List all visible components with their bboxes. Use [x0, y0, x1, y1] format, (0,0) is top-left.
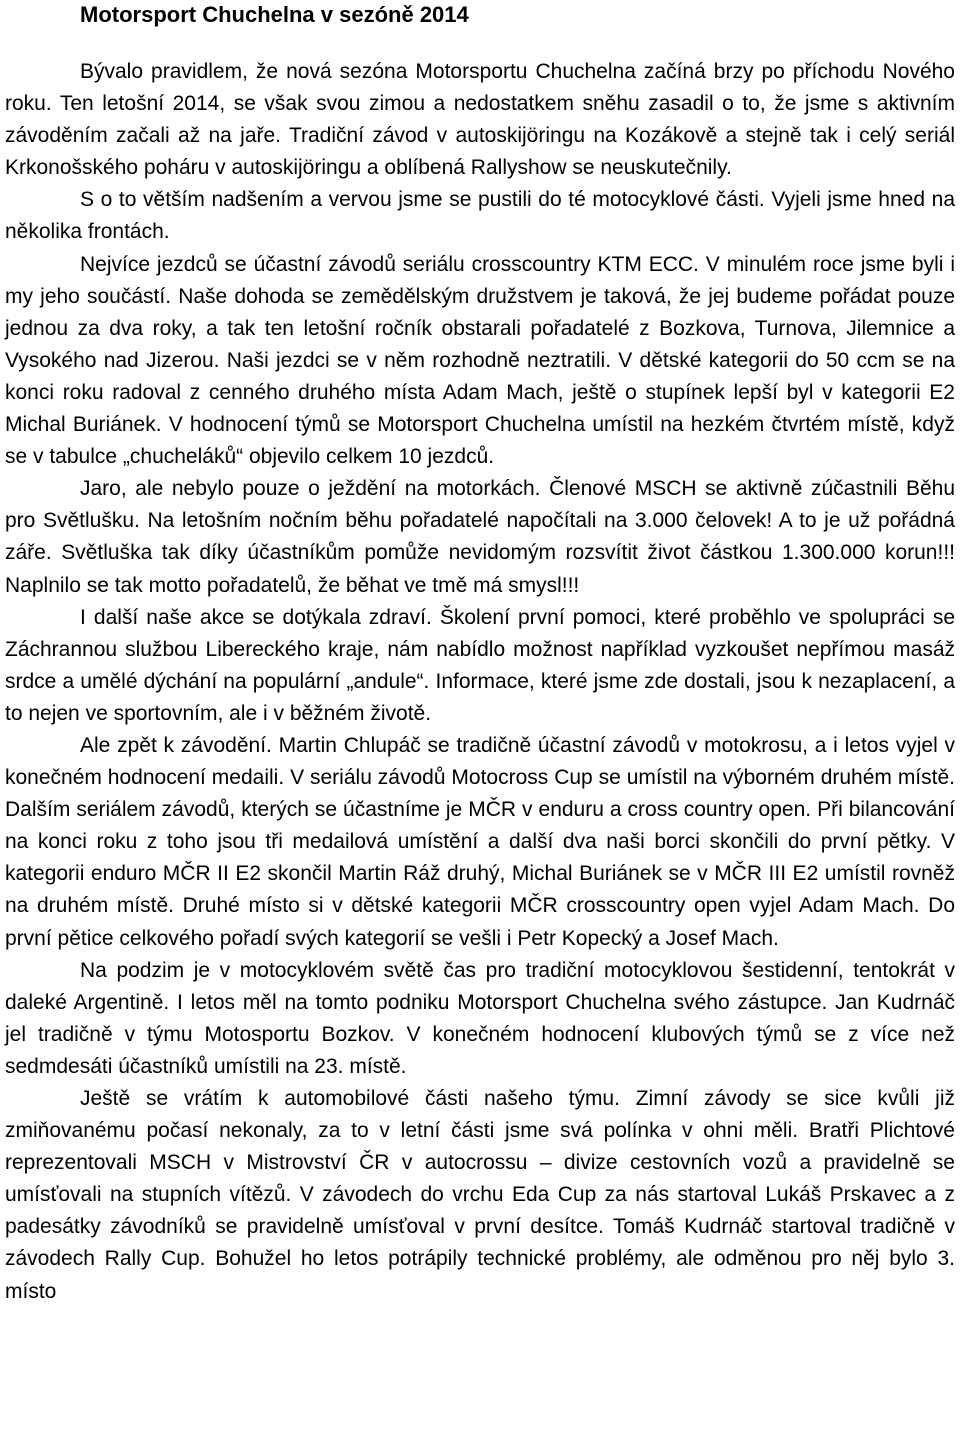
paragraph: Ale zpět k závodění. Martin Chlupáč se tradičně účastní závodů v motokrosu, a i letos vyjel v konečném hodnocení medaili. V seriálu závodů Motocross Cup se umístil na výborném druhém místě. Dalším seriálem závodů, kterých se účastníme je MČR v enduru a cross country open. Při bilancování na konci roku z toho jsou tři medailová umístění a další dva naši borci skončili do první pětky. V kategorii enduro MČR II E2 skončil Martin Ráž druhý, Michal Buriánek se v MČR III E2 umístil rovněž na druhém místě. Druhé místo si v dětské kategorii MČR crosscountry open vyjel Adam Mach. Do první pětice celkového pořadí svých kategorií se vešli i Petr Kopecký a Josef Mach. — [5, 733, 955, 950]
paragraph: Ještě se vrátím k automobilové části našeho týmu. Zimní závody se sice kvůli již zmiňovanému počasí nekonaly, za to v letní části jsme svá polínka v ohni měli. Bratři Plichtové reprezentovali MSCH v Mistrovství ČR v autocrossu – divize cestovních vozů a pravidelně se umísťovali na stupních vítězů. V závodech do vrchu Eda Cup za nás startoval Lukáš Prskavec a z padesátky závodníků se pravidelně umísťoval v první desítce. Tomáš Kudrnáč startoval tradičně v závodech Rally Cup. Bohužel ho letos potrápily technické problémy, ale odměnou pro něj bylo 3. místo — [5, 1087, 955, 1303]
paragraph: Na podzim je v motocyklovém světě čas pro tradiční motocyklovou šestidenní, tentokrát v daleké Argentině. I letos měl na tomto podniku Motorsport Chuchelna svého zástupce. Jan Kudrnáč jel tradičně v týmu Motosportu Bozkov. V konečném hodnocení klubových týmů se z více než sedmdesáti účastníků umístili na 23. místě. — [5, 958, 955, 1078]
paragraph: Nejvíce jezdců se účastní závodů seriálu crosscountry KTM ECC. V minulém roce jsme byli i my jeho součástí. Naše dohoda se zemědělským družstvem je taková, že jej budeme pořádat pouze jednou za dva roky, a tak ten letošní ročník obstarali pořadatelé z Bozkova, Turnova, Jilemnice a Vysokého nad Jizerou. Naši jezdci se v něm rozhodně neztratili. V dětské kategorii do 50 ccm se na konci roku radoval z cenného druhého místa Adam Mach, ještě o stupínek lepší byl v kategorii E2 Michal Buriánek. V hodnocení týmů se Motorsport Chuchelna umístil na hezkém čtvrtém místě, když se v tabulce „chucheláků“ objevilo celkem 10 jezdců. — [5, 252, 955, 469]
paragraph: I další naše akce se dotýkala zdraví. Školení první pomoci, které proběhlo ve spolupráci se Záchrannou službou Libereckého kraje, nám nabídlo možnost například vyzkoušet nepřímou masáž srdce a umělé dýchání na populární „andule“. Informace, které jsme zde dostali, jsou k nezaplacení, a to nejen ve sportovním, ale i v běžném životě. — [5, 605, 955, 725]
article-title: Motorsport Chuchelna v sezóně 2014 — [80, 2, 469, 27]
paragraph: S o to větším nadšením a vervou jsme se pustili do té motocyklové části. Vyjeli jsme hned na několika frontách. — [5, 188, 955, 244]
paragraph: Jaro, ale nebylo pouze o ježdění na motorkách. Členové MSCH se aktivně zúčastnili Běhu pro Světlušku. Na letošním nočním běhu pořadatelé napočítali na 3.000 čelovek! A to je už pořádná záře. Světluška tak díky účastníkům pomůže nevidomým rozsvítit život částkou 1.300.000 korun!!! Naplnilo se tak motto pořadatelů, že běhat ve tmě má smysl!!! — [5, 477, 955, 597]
article-body — [5, 56, 955, 1308]
paragraph: Bývalo pravidlem, že nová sezóna Motorsportu Chuchelna začíná brzy po příchodu Nového roku. Ten letošní 2014, se však svou zimou a nedostatkem sněhu zasadil o to, že jsme s aktivním závoděním začali až na jaře. Tradiční závod v autoskijöringu na Kozákově a stejně tak i celý seriál Krkonošského poháru v autoskijöringu a oblíbená Rallyshow se neuskutečnily. — [5, 60, 955, 180]
